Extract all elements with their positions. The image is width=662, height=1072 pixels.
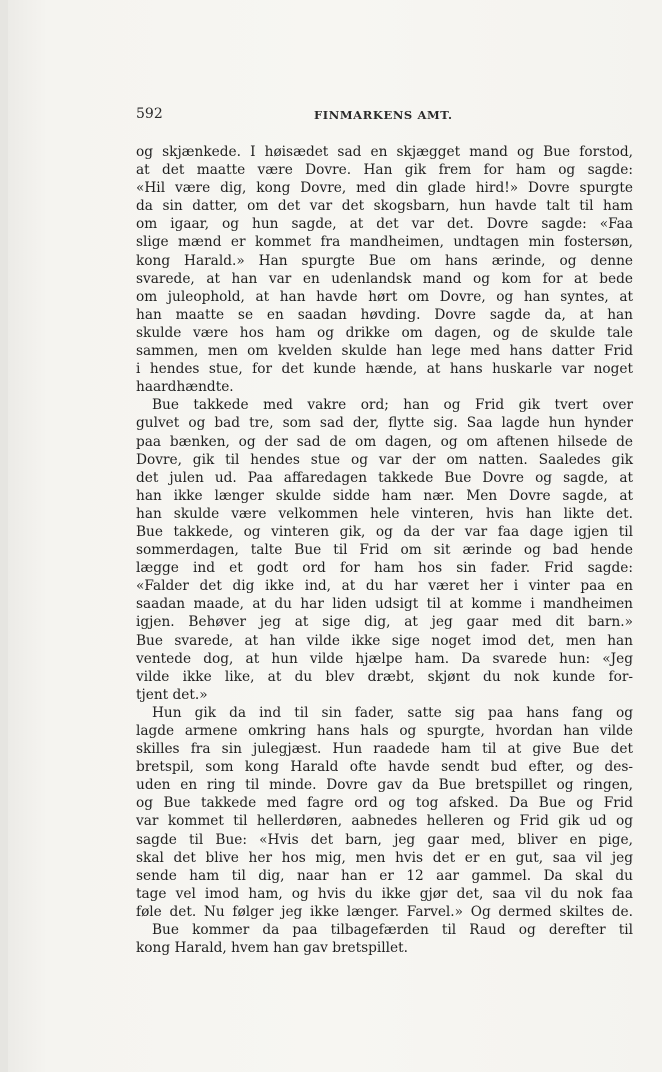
text-line: «Falder det dig ikke ind, at du har været her i vinter paa en <box>136 578 633 595</box>
text-line: Bue takkede, og vinteren gik, og da der var faa dage igjen til <box>136 523 633 540</box>
text-line: uden en ring til minde. Dovre gav da Bue bretspillet og ringen, <box>136 777 633 794</box>
text-line: lægge ind et godt ord for ham hos sin fader. Frid sagde: <box>136 560 633 577</box>
text-line: var kommet til hellerdøren, aabnedes helleren og Frid gik ud og <box>136 813 633 830</box>
text-line: tjent det.» <box>136 686 208 703</box>
text-line: skilles fra sin julegjæst. Hun raadede ham til at give Bue det <box>136 741 633 758</box>
text-line: sende ham til dig, naar han er 12 aar gammel. Da skal du <box>136 867 633 884</box>
text-line: om juleophold, at han havde hørt om Dovre, og han syntes, at <box>136 288 633 305</box>
text-line: skal det blive her hos mig, men hvis det er en gut, saa vil jeg <box>136 849 633 866</box>
body-text <box>136 143 633 957</box>
text-line: da sin datter, om det var det skogsbarn, hun havde talt til ham <box>136 198 633 215</box>
text-line: og skjænkede. I høisædet sad en skjægget mand og Bue forstod, <box>136 144 633 160</box>
text-line: skulde være hos ham og drikke om dagen, og de skulde tale <box>136 324 633 341</box>
text-line: føle det. Nu følger jeg ikke længer. Farvel.» Og dermed skiltes de. <box>136 903 633 920</box>
text-line: om igaar, og hun sagde, at det var det. Dovre sagde: «Faa <box>136 216 633 233</box>
text-line: han maatte se en saadan høvding. Dovre sagde da, at han <box>136 306 633 323</box>
text-line: vilde ikke like, at du blev dræbt, skjønt du nok kunde for- <box>136 668 633 685</box>
text-line: ventede dog, at hun vilde hjælpe ham. Da svarede hun: «Jeg <box>136 650 633 667</box>
text-line: paa bænken, og der sad de om dagen, og om aftenen hilsede de <box>136 433 633 450</box>
text-line: det julen ud. Paa affaredagen takkede Bue Dovre og sagde, at <box>136 469 633 486</box>
text-line: kong Harald, hvem han gav bretspillet. <box>136 940 409 957</box>
text-line: han ikke længer skulde sidde ham nær. Men Dovre sagde, at <box>136 487 633 504</box>
text-line: Bue kommer da paa tilbagefærden til Raud og derefter til <box>152 922 633 939</box>
text-line: tage vel imod ham, og hvis du ikke gjør det, saa vil du nok faa <box>136 885 633 902</box>
text-line: Dovre, gik til hendes stue og var der om natten. Saaledes gik <box>136 451 633 468</box>
page-header <box>8 106 662 126</box>
text-line: haardhændte. <box>136 379 234 396</box>
text-line: slige mænd er kommet fra mandheimen, undtagen min fostersøn, <box>136 234 633 251</box>
text-line: «Hil være dig, kong Dovre, med din glade hird!» Dovre spurgte <box>136 180 633 197</box>
text-line: sammen, men om kvelden skulde han lege med hans datter Frid <box>136 343 633 360</box>
text-line: Bue svarede, at han vilde ikke sige noget imod det, men han <box>136 632 633 649</box>
text-line: gulvet og bad tre, som sad der, flytte sig. Saa lagde hun hynder <box>136 415 633 432</box>
text-line: Bue takkede med vakre ord; han og Frid gik tvert over <box>152 397 633 414</box>
text-line: at det maatte være Dovre. Han gik frem for ham og sagde: <box>136 162 633 179</box>
text-line: kong Harald.» Han spurgte Bue om hans ærinde, og denne <box>136 252 633 269</box>
text-line: igjen. Behøver jeg at sige dig, at jeg gaar med dit barn.» <box>136 614 633 631</box>
book-page <box>8 0 662 1072</box>
text-line: han skulde være velkommen hele vinteren, hvis han likte det. <box>136 505 633 522</box>
text-line: sommerdagen, talte Bue til Frid om sit ærinde og bad hende <box>136 542 633 559</box>
text-line: Hun gik da ind til sin fader, satte sig paa hans fang og <box>152 704 633 721</box>
text-line: i hendes stue, for det kunde hænde, at hans huskarle var noget <box>136 361 633 378</box>
text-line: bretspil, som kong Harald ofte havde sendt bud efter, og des- <box>136 759 633 776</box>
text-line: svarede, at han var en udenlandsk mand og kom for at bede <box>136 270 633 287</box>
text-line: og Bue takkede med fagre ord og tog afsked. Da Bue og Frid <box>136 795 633 812</box>
text-line: saadan maade, at du har liden udsigt til at komme i mandheimen <box>136 596 633 613</box>
running-title: FINMARKENS AMT. <box>314 108 453 122</box>
page-number: 592 <box>136 106 163 122</box>
text-line: sagde til Bue: «Hvis det barn, jeg gaar med, bliver en pige, <box>136 831 633 848</box>
text-line: lagde armene omkring hans hals og spurgte, hvordan han vilde <box>136 723 633 739</box>
